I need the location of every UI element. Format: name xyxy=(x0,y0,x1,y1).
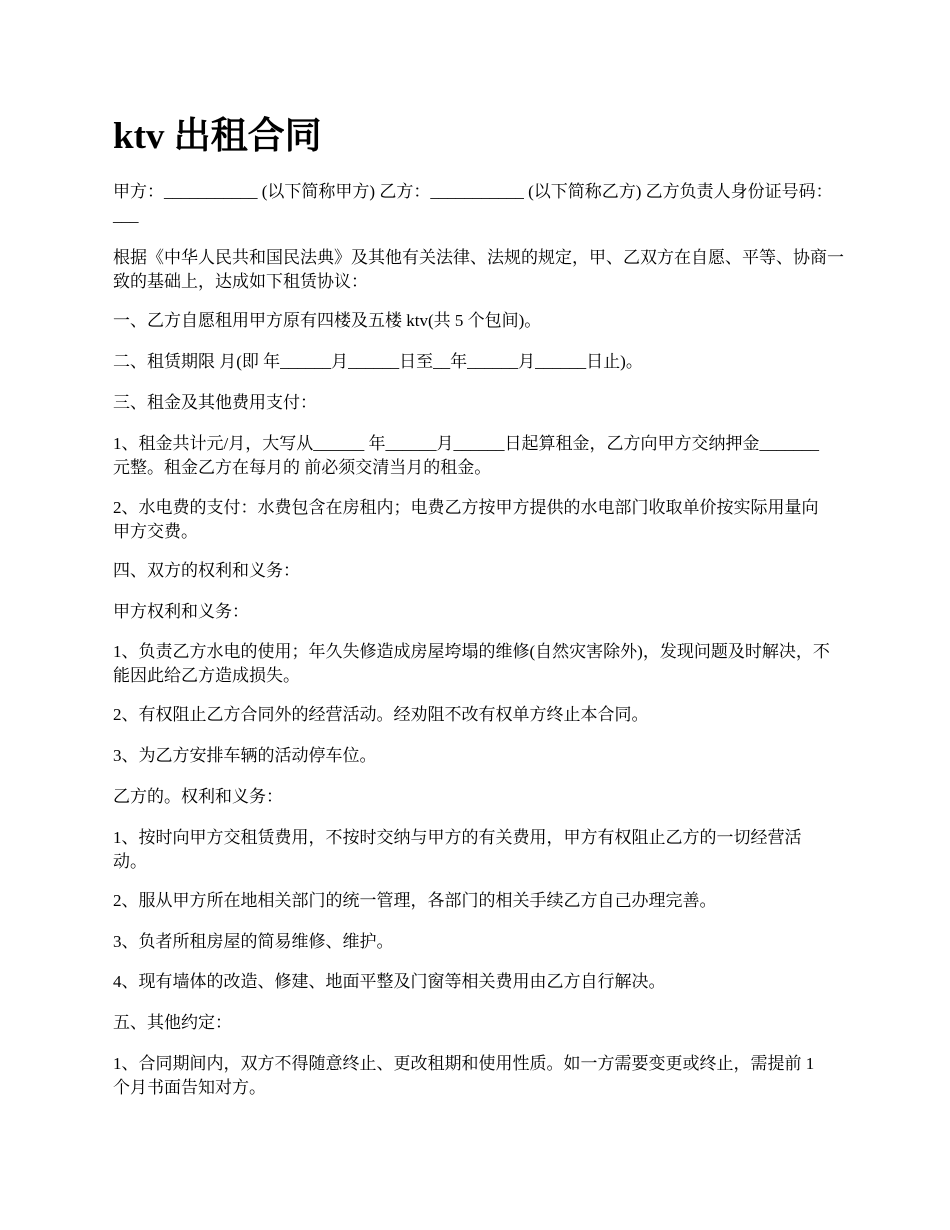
party-b-item-1: 1、按时向甲方交租赁费用，不按时交纳与甲方的有关费用，甲方有权阻止乙方的一切经营活动。 xyxy=(113,828,802,871)
document-title: ktv 出租合同 xyxy=(113,116,322,157)
clause-5-item-1: 1、合同期间内，双方不得随意终止、更改租期和使用性质。如一方需要变更或终止，需提前 1 个月书面告知对方。 xyxy=(113,1054,815,1097)
clause-5-heading: 五、其他约定： xyxy=(113,1013,232,1032)
party-a-item-3: 3、为乙方安排车辆的活动停车位。 xyxy=(113,746,377,765)
clause-1-paragraph: 一、乙方自愿租用甲方原有四楼及五楼 ktv(共 5 个包间)。 xyxy=(113,311,542,330)
party-b-item-3: 3、负者所租房屋的简易维修、维护。 xyxy=(113,932,394,951)
clause-2-paragraph: 二、租赁期限 月(即 年______月______日至__年______月______日止)。 xyxy=(113,352,643,371)
parties-paragraph: 甲方：___________ (以下简称甲方) 乙方：___________ (以下简称乙方) 乙方负责人身份证号码：___ xyxy=(113,182,833,225)
party-a-rights-heading: 甲方权利和义务： xyxy=(113,602,249,621)
party-b-item-2: 2、服从甲方所在地相关部门的统一管理，各部门的相关手续乙方自己办理完善。 xyxy=(113,891,717,910)
party-b-item-4: 4、现有墙体的改造、修建、地面平整及门窗等相关费用由乙方自行解决。 xyxy=(113,972,666,991)
clause-3-item-1: 1、租金共计元/月，大写从______ 年______月______日起算租金，乙方向甲方交纳押金_______元整。租金乙方在每月的 前必须交清当月的租金。 xyxy=(113,434,819,477)
clause-3-heading: 三、租金及其他费用支付： xyxy=(113,393,317,412)
party-a-item-2: 2、有权阻止乙方合同外的经营活动。经劝阻不改有权单方终止本合同。 xyxy=(113,705,649,724)
clause-4-heading: 四、双方的权利和义务： xyxy=(113,561,300,580)
clause-3-item-2: 2、水电费的支付：水费包含在房租内；电费乙方按甲方提供的水电部门收取单价按实际用量向甲方交费。 xyxy=(113,498,819,541)
preamble-paragraph: 根据《中华人民共和国民法典》及其他有关法律、法规的规定，甲、乙双方在自愿、平等、协商一致的基础上，达成如下租赁协议： xyxy=(113,248,844,291)
party-a-item-1: 1、负责乙方水电的使用；年久失修造成房屋垮塌的维修(自然灾害除外)，发现问题及时解决，不能因此给乙方造成损失。 xyxy=(113,642,830,685)
party-b-rights-heading: 乙方的。权利和义务： xyxy=(113,787,283,806)
